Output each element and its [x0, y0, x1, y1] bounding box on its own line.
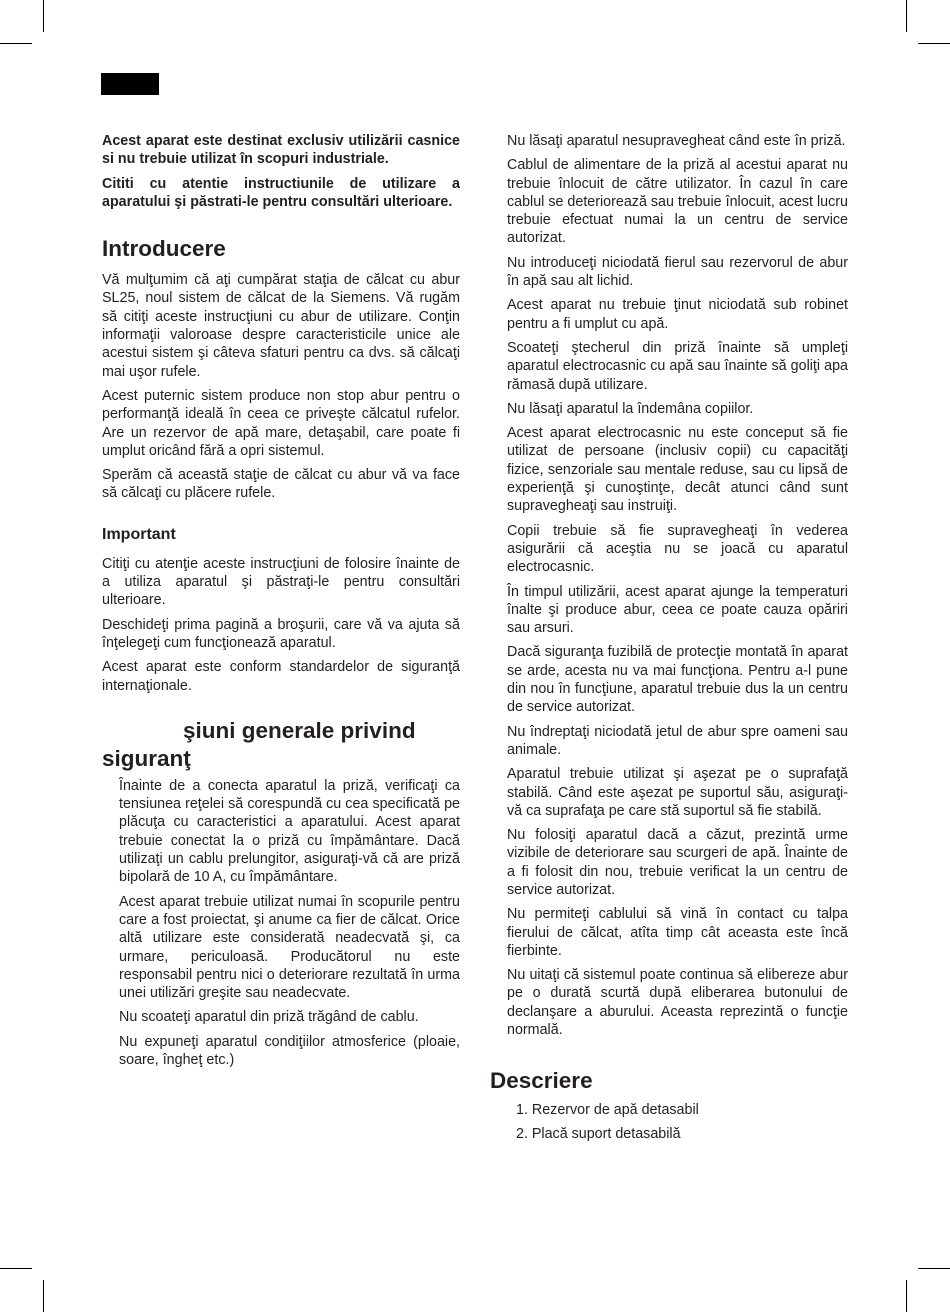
safety-paragraph: Înainte de a conecta aparatul la priză, verificaţi ca tensiunea reţelei să corespundă cu cea specificată pe plăcuţa cu caracteristici a aparatului. Acest aparat trebuie conectat la o priză cu împământare. Dacă utilizaţi un cablu prelungitor, asiguraţi-vă că are priză bipolară de 10 A, cu împământare. — [119, 777, 460, 886]
heading-safety — [102, 717, 460, 773]
safety-paragraph: În timpul utilizării, acest aparat ajunge la temperaturi înalte şi produce abur, ceea ce poate cauza opăriri sau arsuri. — [507, 583, 848, 637]
important-paragraph: Deschideţi prima pagină a broşurii, care vă va ajuta să înţelegeţi cum funcţionează aparatul. — [102, 616, 460, 651]
safety-paragraph: Acest aparat trebuie utilizat numai în scopurile pentru care a fost proiectat, şi anume ca fier de călcat. Orice altă utilizare este considerată neadecvată şi, ca urmare, periculoasă. Producătorul nu este responsabil pentru nici o deteriorare rezultată în urma unei utilizări greşite sau neadecvate. — [119, 893, 460, 1002]
heading-important: Important — [102, 525, 176, 543]
intro-bold-paragraph: Cititi cu atentie instructiunile de utilizare a aparatului şi păstrati-le pentru consultări ulterioare. — [102, 175, 460, 210]
crop-mark-top-left-v — [43, 0, 44, 32]
heading-safety-line1: şiuni generale privind — [183, 717, 416, 743]
important-paragraph: Citiţi cu atenţie aceste instrucţiuni de folosire înainte de a utiliza aparatul şi păstraţi-le pentru consultări ulterioare. — [102, 555, 460, 609]
intro-bold-paragraph: Acest aparat este destinat exclusiv utilizării casnice si nu trebuie utilizat în scopuri industriale. — [102, 133, 460, 168]
left-column — [102, 132, 460, 1075]
crop-mark-bottom-right-v — [906, 1280, 907, 1312]
safety-paragraph: Nu uitaţi că sistemul poate continua să elibereze abur pe o durată scurtă după eliberarea butonului de declanşare a aburului. Aceasta reprezintă o funcţie normală. — [507, 967, 848, 1039]
list-item: 2. Placă suport detasabilă — [516, 1125, 681, 1142]
description-list — [507, 1101, 848, 1143]
crop-mark-bottom-left-v — [43, 1280, 44, 1312]
safety-paragraph: Acest aparat electrocasnic nu este conceput să fie utilizat de persoane (inclusiv copii) cu capacităţi fizice, senzoriale sau mentale reduse, sau cu lipsă de experienţă şi cunoştinţe, decât atunci când sunt supravegheaţi sau instruiţi. — [507, 425, 848, 515]
safety-paragraph: Nu expuneţi aparatul condiţiilor atmosferice (ploaie, soare, îngheţ etc.) — [119, 1033, 460, 1068]
safety-paragraph: Nu folosiţi aparatul dacă a căzut, prezintă urme vizibile de deteriorare sau scurgeri de apă. Înainte de a fi folosit din nou, trebuie verificat la un centru de service autorizat. — [507, 827, 848, 898]
heading-safety-line2: siguranţ — [102, 745, 191, 771]
language-tab-marker — [101, 73, 159, 95]
crop-mark-bottom-right-h — [918, 1268, 950, 1269]
safety-paragraph: Cablul de alimentare de la priză al acestui aparat nu trebuie înlocuit de către utilizator. În cazul în care cablul se deteriorează sau trebuie înlocuit, acest lucru trebuie efectuat numai la un centru de service autorizat. — [507, 157, 848, 247]
safety-paragraph: Nu îndreptaţi niciodată jetul de abur spre oameni sau animale. — [507, 723, 848, 758]
heading-descriere: Descriere — [490, 1068, 593, 1094]
crop-mark-top-left-h — [0, 43, 32, 44]
crop-mark-top-right-v — [906, 0, 907, 32]
safety-paragraph: Scoateţi ştecherul din priză înainte să umpleţi aparatul electrocasnic cu apă sau înainte să goliţi apa rămasă după utilizare. — [507, 339, 848, 393]
crop-mark-bottom-left-h — [0, 1268, 32, 1269]
safety-paragraph: Nu lăsaţi aparatul la îndemâna copiilor. — [507, 400, 754, 417]
introducere-paragraph: Sperăm că această staţie de călcat cu abur vă va face să călcaţi cu plăcere rufele. — [102, 467, 460, 502]
important-paragraph: Acest aparat este conform standardelor de siguranţă internaţionale. — [102, 659, 460, 694]
safety-paragraph: Aparatul trebuie utilizat şi aşezat pe o suprafaţă stabilă. Când este aşezat pe suportul său, asiguraţi-vă ca suprafaţa pe care stă suportul să fie stabilă. — [507, 766, 848, 819]
crop-mark-top-right-h — [918, 43, 950, 44]
safety-paragraph: Acest aparat nu trebuie ţinut niciodată sub robinet pentru a fi umplut cu apă. — [507, 297, 848, 332]
heading-introducere: Introducere — [102, 236, 226, 262]
safety-paragraph: Nu introduceţi niciodată fierul sau rezervorul de abur în apă sau alt lichid. — [507, 254, 848, 290]
safety-paragraph: Dacă siguranţa fuzibilă de protecţie montată în aparat se arde, acesta nu va mai funcţiona. Pentru a-l pune din nou în funcţiune, aparatul trebuie dus la un centru de service autorizat. — [507, 644, 848, 716]
safety-paragraph: Nu scoateţi aparatul din priză trăgând de cablu. — [119, 1009, 419, 1026]
safety-paragraph: Nu permiteţi cablului să vină în contact cu talpa fierului de călcat, atîta timp cât aceasta este încă fierbinte. — [507, 906, 848, 959]
safety-paragraph: Nu lăsaţi aparatul nesupravegheat când este în priză. — [507, 133, 846, 149]
list-item: 1. Rezervor de apă detasabil — [516, 1102, 699, 1119]
introducere-paragraph: Acest puternic sistem produce non stop abur pentru o performanţă ideală în ceea ce priveşte călcatul rufelor. Are un rezervor de apă mare, detaşabil, care poate fi umplut oricând fără a opri sistemul. — [102, 387, 460, 459]
safety-paragraph: Copii trebuie să fie supravegheaţi în vederea asigurării că aceştia nu se joacă cu aparatul electrocasnic. — [507, 522, 848, 576]
right-column — [490, 132, 848, 1148]
introducere-paragraph: Vă mulţumim că aţi cumpărat staţia de călcat cu abur SL25, noul sistem de călcat de la Siemens. Vă rugăm să citiţi aceste instrucţiuni cu abur de utilizare. Conţin informaţii valoroase despre caracteristicile unice ale acestui sistem şi câteva sfaturi pentru ca dvs. să călcaţi mai uşor rufele. — [102, 272, 460, 380]
